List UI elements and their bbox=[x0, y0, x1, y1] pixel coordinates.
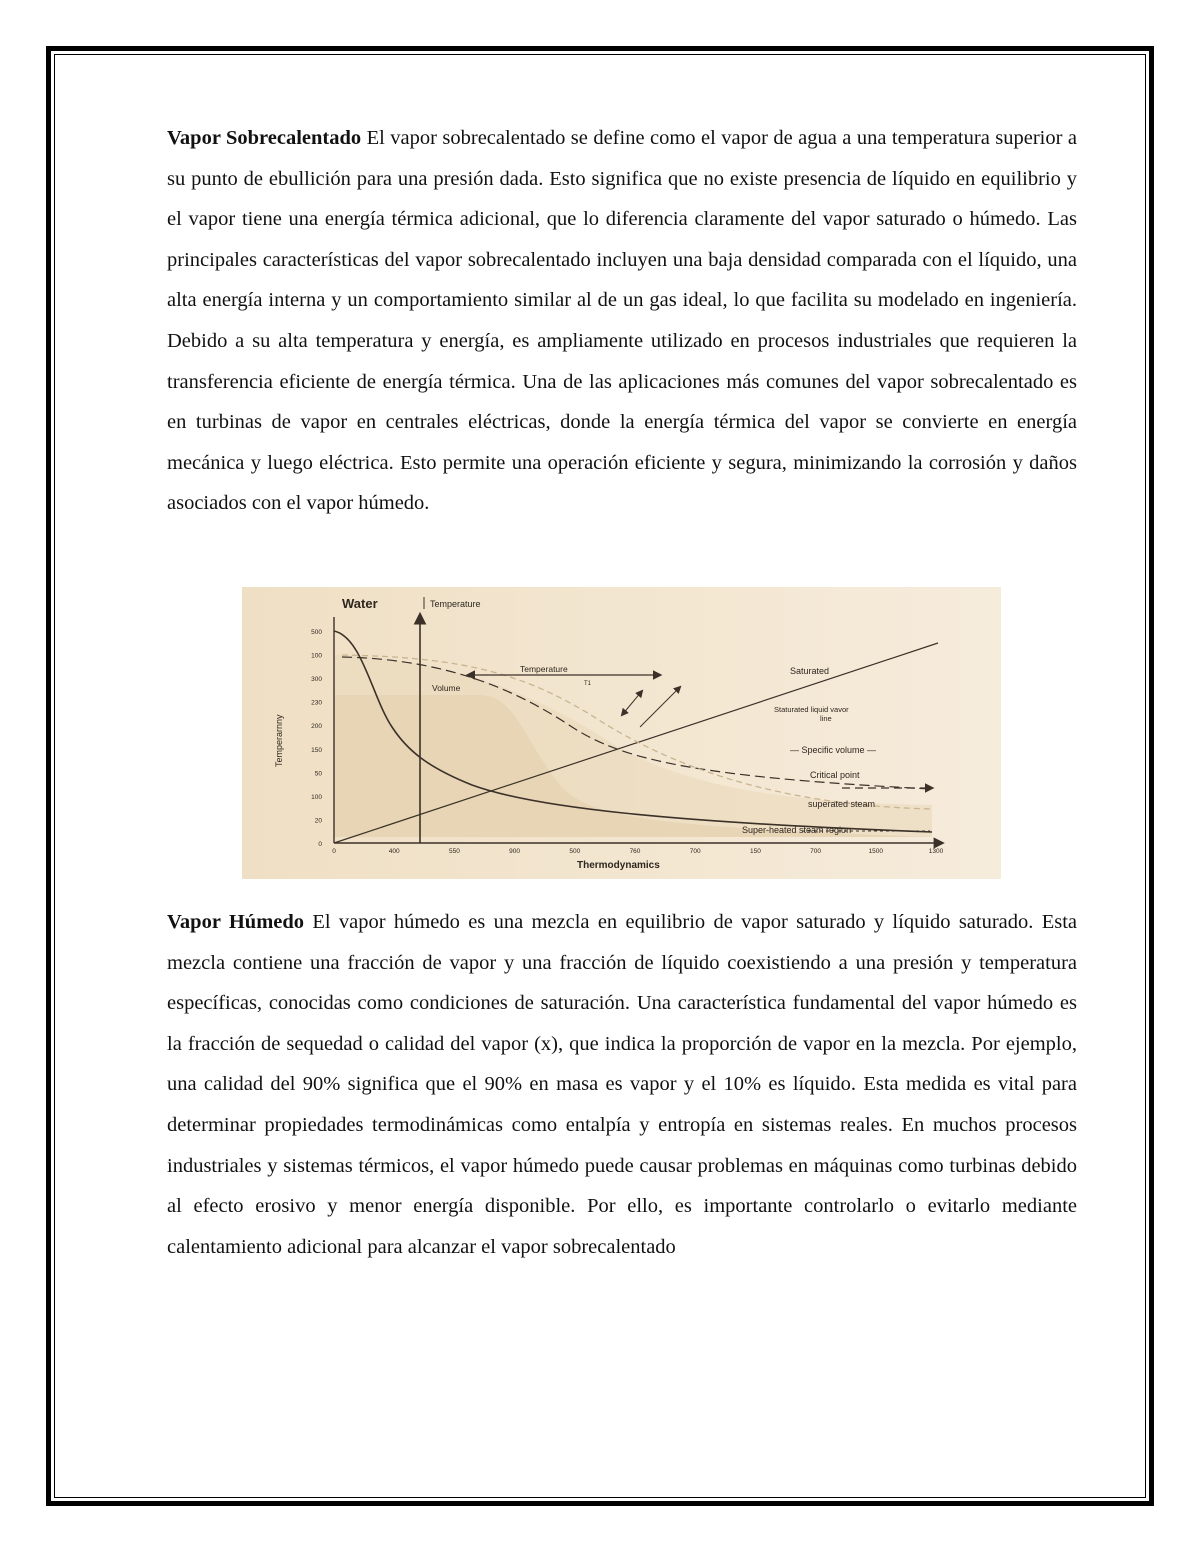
y-tick-label: 100 bbox=[311, 652, 322, 660]
x-axis-label: Thermodynamics bbox=[577, 860, 660, 871]
y-tick-label: 150 bbox=[311, 746, 322, 754]
figure-svg bbox=[242, 587, 1001, 879]
y-tick-label: 500 bbox=[311, 629, 322, 636]
annotation-temperature: Temperature bbox=[520, 664, 568, 674]
y-tick-label: 100 bbox=[311, 793, 322, 801]
annotation-superheated-region: Super-heated steam region bbox=[742, 825, 852, 835]
annotation-sat-line-2: line bbox=[820, 714, 832, 723]
annotation-t1: T1 bbox=[584, 681, 592, 687]
paragraph-wet-steam bbox=[167, 902, 1077, 1267]
x-tick-label: 760 bbox=[629, 848, 641, 855]
y-tick-label: 20 bbox=[314, 817, 322, 825]
y-tick-label: 50 bbox=[314, 770, 322, 778]
x-tick-label: 1500 bbox=[868, 848, 884, 855]
x-tick-label: 550 bbox=[448, 848, 460, 855]
x-tick-label: 1300 bbox=[928, 848, 944, 855]
y-tick-label: 200 bbox=[311, 723, 322, 731]
body-superheated: El vapor sobrecalentado se define como el vapor de agua a una temperatura superior a su punto de ebullición para una presión dada. Esto significa que no existe presencia de líquido en equilibrio y el vapor tiene una energía térmica adicional, que lo diferencia claramente del vapor saturado o húmedo. Las principales características del vapor sobrecalentado incluyen una baja densidad comparada con el líquido, una alta energía interna y un comportamiento similar al de un gas ideal, lo que facilita su modelado en ingeniería. Debido a su alta temperatura y energía, es ampliamente utilizado en procesos industriales que requieren la transferencia eficiente de energía térmica. Una de las aplicaciones más comunes del vapor sobrecalentado es en turbinas de vapor en centrales eléctricas, donde la energía térmica del vapor se convierte en energía mecánica y luego eléctrica. Esto permite una operación eficiente y segura, minimizando la corrosión y daños asociados con el vapor húmedo. bbox=[167, 127, 1077, 515]
heading-wet-steam: Vapor Húmedo bbox=[167, 911, 305, 933]
paragraph-superheated bbox=[167, 118, 1077, 524]
x-tick-label: 500 bbox=[569, 848, 581, 855]
x-tick-label: 700 bbox=[810, 848, 822, 855]
y-axis-label: Temperarnny bbox=[274, 714, 284, 767]
x-tick-label: 150 bbox=[749, 848, 761, 855]
section-wet-steam bbox=[167, 902, 1077, 1267]
x-tick-label: 0 bbox=[332, 848, 336, 855]
y-tick-label: 0 bbox=[318, 841, 322, 848]
title-temperature: Temperature bbox=[430, 599, 481, 609]
x-tick-label: 900 bbox=[509, 848, 521, 855]
annotation-volume: Volume bbox=[432, 683, 461, 693]
y-tick-label: 300 bbox=[311, 676, 322, 684]
section-superheated-steam bbox=[167, 118, 1077, 524]
heading-superheated: Vapor Sobrecalentado bbox=[167, 127, 362, 149]
annotation-sat-line-1: Staturated liquid vavor bbox=[774, 705, 849, 714]
annotation-critical-point: Critical point bbox=[810, 770, 860, 780]
x-tick-label: 400 bbox=[388, 848, 400, 855]
annotation-saturated: Saturated bbox=[790, 666, 830, 676]
y-tick-label: 230 bbox=[311, 699, 322, 707]
annotation-superated-steam: superated steam bbox=[808, 799, 876, 809]
annotation-specific-volume: — Specific volume — bbox=[790, 745, 877, 755]
x-tick-label: 700 bbox=[689, 848, 701, 855]
title-water: Water bbox=[342, 596, 378, 611]
body-wet-steam: El vapor húmedo es una mezcla en equilibrio de vapor saturado y líquido saturado. Esta mezcla contiene una fracción de vapor y una fracción de líquido coexistiendo a una presión y temperatura específicas, conocidas como condiciones de saturación. Una característica fundamental del vapor húmedo es la fracción de sequedad o calidad del vapor (x), que indica la proporción de vapor en la mezcla. Por ejemplo, una calidad del 90% significa que el 90% en masa es vapor y el 10% es líquido. Esta medida es vital para determinar propiedades termodinámicas como entalpía y entropía en sistemas reales. En muchos procesos industriales y sistemas térmicos, el vapor húmedo puede causar problemas en máquinas como turbinas debido al efecto erosivo y menor energía disponible. Por ello, es importante controlarlo o evitarlo mediante calentamiento adicional para alcanzar el vapor sobrecalentado bbox=[167, 911, 1077, 1258]
thermodynamics-figure bbox=[242, 587, 1001, 879]
